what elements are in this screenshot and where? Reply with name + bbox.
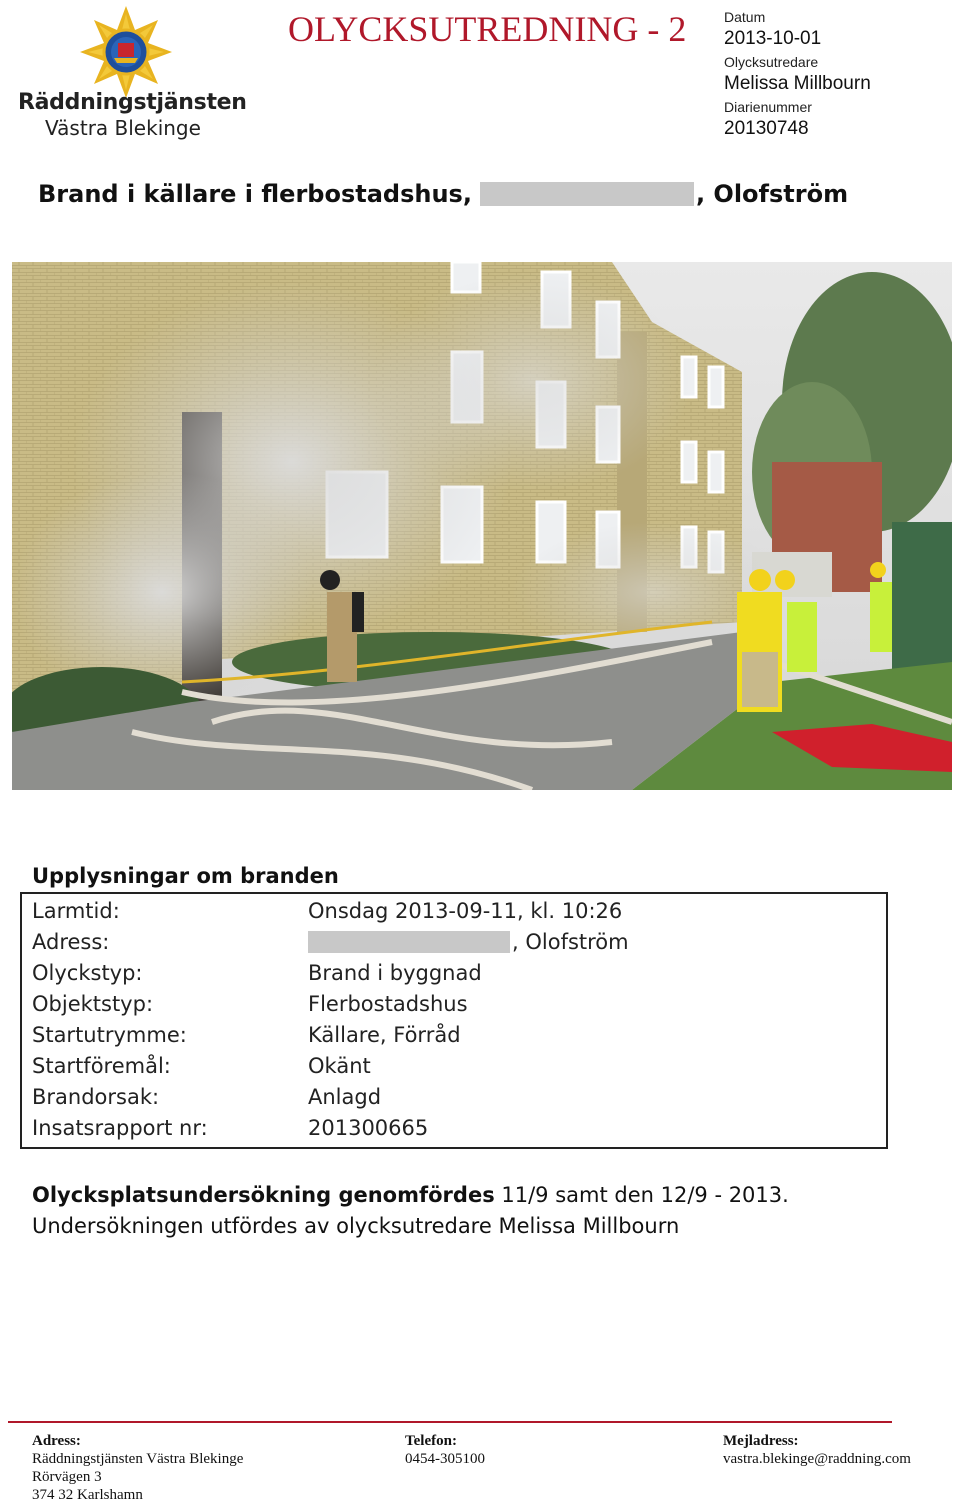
case-number-label: Diarienummer: [724, 99, 812, 115]
logo-name-line2: Västra Blekinge: [45, 116, 201, 140]
info-value: Källare, Förråd: [308, 1023, 461, 1047]
paragraph-bold-lead: Olycksplatsundersökning genomfördes: [32, 1183, 495, 1207]
footer-email-link[interactable]: vastra.blekinge@raddning.com: [723, 1451, 911, 1467]
info-value: Onsdag 2013-09-11, kl. 10:26: [308, 899, 623, 923]
footer-address-line: Rörvägen 3: [32, 1469, 102, 1485]
footer-address-line: Räddningstjänsten Västra Blekinge: [32, 1451, 244, 1467]
footer-email: [723, 1432, 911, 1468]
rescue-service-star-emblem-icon: [78, 4, 174, 100]
info-value: Flerbostadshus: [308, 992, 468, 1016]
investigator-value: Melissa Millbourn: [724, 73, 871, 94]
footer-phone-value[interactable]: 0454-305100: [405, 1451, 485, 1467]
case-number-value: 20130748: [724, 118, 809, 139]
info-label: Larmtid:: [32, 899, 120, 923]
subtitle-prefix: Brand i källare i flerbostadshus,: [38, 180, 472, 208]
fire-info-table: [20, 892, 888, 1149]
footer-address: [32, 1432, 243, 1504]
paragraph-text: 11/9 samt den 12/9 - 2013. Undersökningen utfördes av olycksutredare Melissa Millbourn: [32, 1183, 789, 1238]
organization-logo: [14, 4, 247, 142]
info-value: Okänt: [308, 1054, 371, 1078]
investigator-label: Olycksutredare: [724, 54, 819, 70]
info-label: Insatsrapport nr:: [32, 1116, 208, 1140]
footer-phone: [405, 1432, 485, 1468]
footer-phone-label: Telefon:: [405, 1433, 457, 1449]
redacted-address: [480, 182, 694, 206]
info-label: Startföremål:: [32, 1054, 171, 1078]
info-label: Brandorsak:: [32, 1085, 160, 1109]
footer-email-label: Mejladress:: [723, 1433, 799, 1449]
date-value: 2013-10-01: [724, 28, 822, 49]
info-value: Brand i byggnad: [308, 961, 482, 985]
footer-address-line: 374 32 Karlshamn: [32, 1487, 143, 1503]
investigation-paragraph: [32, 1180, 942, 1242]
report-title: OLYCKSUTREDNING - 2: [288, 9, 687, 49]
incident-subtitle: [38, 180, 848, 208]
footer-divider: [8, 1421, 892, 1423]
redacted-address: [308, 931, 510, 953]
info-label: Olyckstyp:: [32, 961, 143, 985]
report-meta: [724, 6, 871, 141]
info-label: Startutrymme:: [32, 1023, 187, 1047]
incident-photo: [12, 262, 952, 790]
info-value: Anlagd: [308, 1085, 382, 1109]
info-label: Objektstyp:: [32, 992, 154, 1016]
info-value-address: [308, 930, 629, 954]
date-label: Datum: [724, 9, 766, 25]
footer-address-label: Adress:: [32, 1433, 81, 1449]
subtitle-suffix: , Olofström: [695, 180, 849, 208]
info-value: 201300665: [308, 1116, 429, 1140]
info-value: , Olofström: [512, 930, 629, 954]
info-label: Adress:: [32, 930, 110, 954]
section-title-fire-info: Upplysningar om branden: [32, 864, 339, 888]
logo-name-line1: Räddningstjänsten: [18, 90, 247, 115]
